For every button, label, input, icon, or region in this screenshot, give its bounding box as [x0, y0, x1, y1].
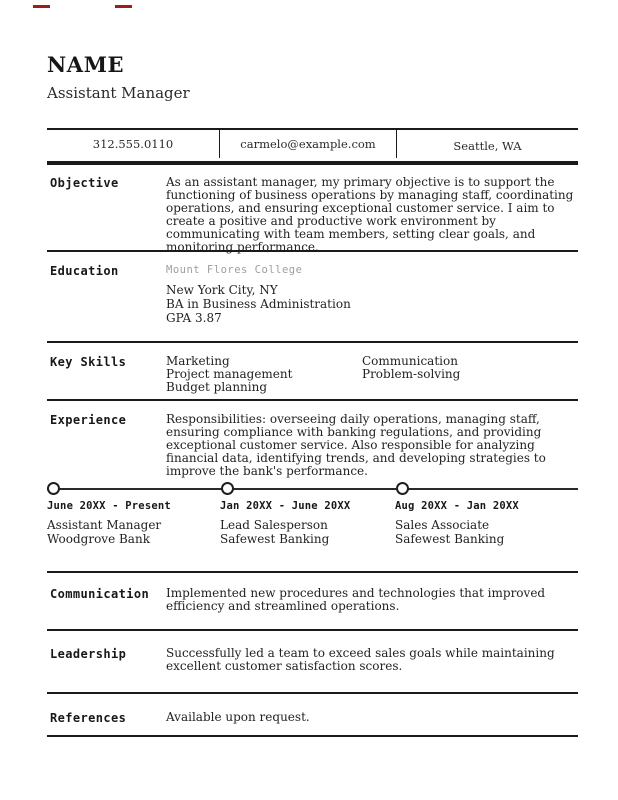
- timeline-marker-icon: [221, 482, 234, 495]
- skills-column-1: [166, 355, 362, 394]
- entry-title: Lead Salesperson: [220, 518, 328, 532]
- section-label: Leadership: [50, 647, 127, 661]
- gpa: GPA 3.87: [166, 310, 222, 325]
- section-references: [47, 692, 578, 725]
- section-label: Objective: [50, 176, 119, 190]
- entry-title: Sales Associate: [395, 518, 490, 532]
- timeline-marker-icon: [396, 482, 409, 495]
- section-education: [47, 250, 578, 325]
- entry-company: Safewest Banking: [395, 532, 505, 546]
- section-label: Experience: [50, 413, 127, 427]
- entry-title: Assistant Manager: [47, 518, 162, 532]
- entry-dates: Jan 20XX - June 20XX: [220, 500, 351, 512]
- skill-item: Problem-solving: [362, 366, 461, 381]
- section-key-skills: [47, 341, 578, 394]
- skills-columns: [166, 355, 578, 394]
- contact-email: carmelo@example.com: [220, 130, 397, 158]
- contact-phone: 312.555.0110: [47, 130, 220, 158]
- school-name: Mount Flores College: [166, 264, 303, 276]
- skill-item: Communication: [362, 354, 458, 368]
- degree: BA in Business Administration: [166, 296, 351, 311]
- red-dash-mark-right: [115, 5, 132, 8]
- job-title: Assistant Manager: [47, 84, 190, 102]
- timeline-entry: [395, 500, 565, 546]
- timeline-line: [47, 488, 578, 490]
- contact-bar: [47, 128, 578, 163]
- education-details: [166, 264, 578, 325]
- references-text: Available upon request.: [166, 710, 310, 724]
- school-location: New York City, NY: [166, 282, 278, 297]
- section-label: Education: [50, 264, 119, 278]
- contact-location: Seattle, WA: [453, 138, 522, 153]
- entry-company: Woodgrove Bank: [47, 532, 150, 546]
- bottom-rule: [47, 735, 578, 737]
- section-label: References: [50, 711, 127, 725]
- objective-text: As an assistant manager, my primary objective is to support the functioning of business operations by managing staff, coordinating operations, and ensuring exceptional customer service. I aim to create a positive and productive work environment by communicating with team members, setting clear goals, and monitoring performance.: [166, 175, 574, 254]
- section-experience: [47, 399, 578, 478]
- timeline-entry: [220, 500, 390, 546]
- communication-text: Implemented new procedures and technologies that improved efficiency and streamlined operations.: [166, 586, 546, 613]
- skills-column-2: [362, 355, 576, 394]
- section-label: Communication: [50, 587, 150, 601]
- entry-company: Safewest Banking: [220, 532, 330, 546]
- experience-text: Responsibilities: overseeing daily operations, managing staff, ensuring compliance with banking regulations, and providing exceptional customer service. Also responsible for analyzing financial data, identifying trends, and developing strategies to improve the bank's performance.: [166, 412, 546, 478]
- entry-dates: June 20XX - Present: [47, 500, 171, 512]
- timeline-entry: [47, 500, 217, 546]
- section-communication: [47, 571, 578, 613]
- skill-item: Project management: [166, 366, 293, 381]
- timeline-marker-icon: [47, 482, 60, 495]
- candidate-name: NAME: [47, 52, 125, 77]
- entry-dates: Aug 20XX - Jan 20XX: [395, 500, 519, 512]
- skill-item: Marketing: [166, 354, 230, 368]
- leadership-text: Successfully led a team to exceed sales goals while maintaining excellent customer satisfaction scores.: [166, 646, 555, 673]
- skill-item: Budget planning: [166, 379, 268, 394]
- section-label: Key Skills: [50, 355, 127, 369]
- section-objective: [47, 163, 578, 253]
- red-dash-mark-left: [33, 5, 50, 8]
- section-leadership: [47, 629, 578, 673]
